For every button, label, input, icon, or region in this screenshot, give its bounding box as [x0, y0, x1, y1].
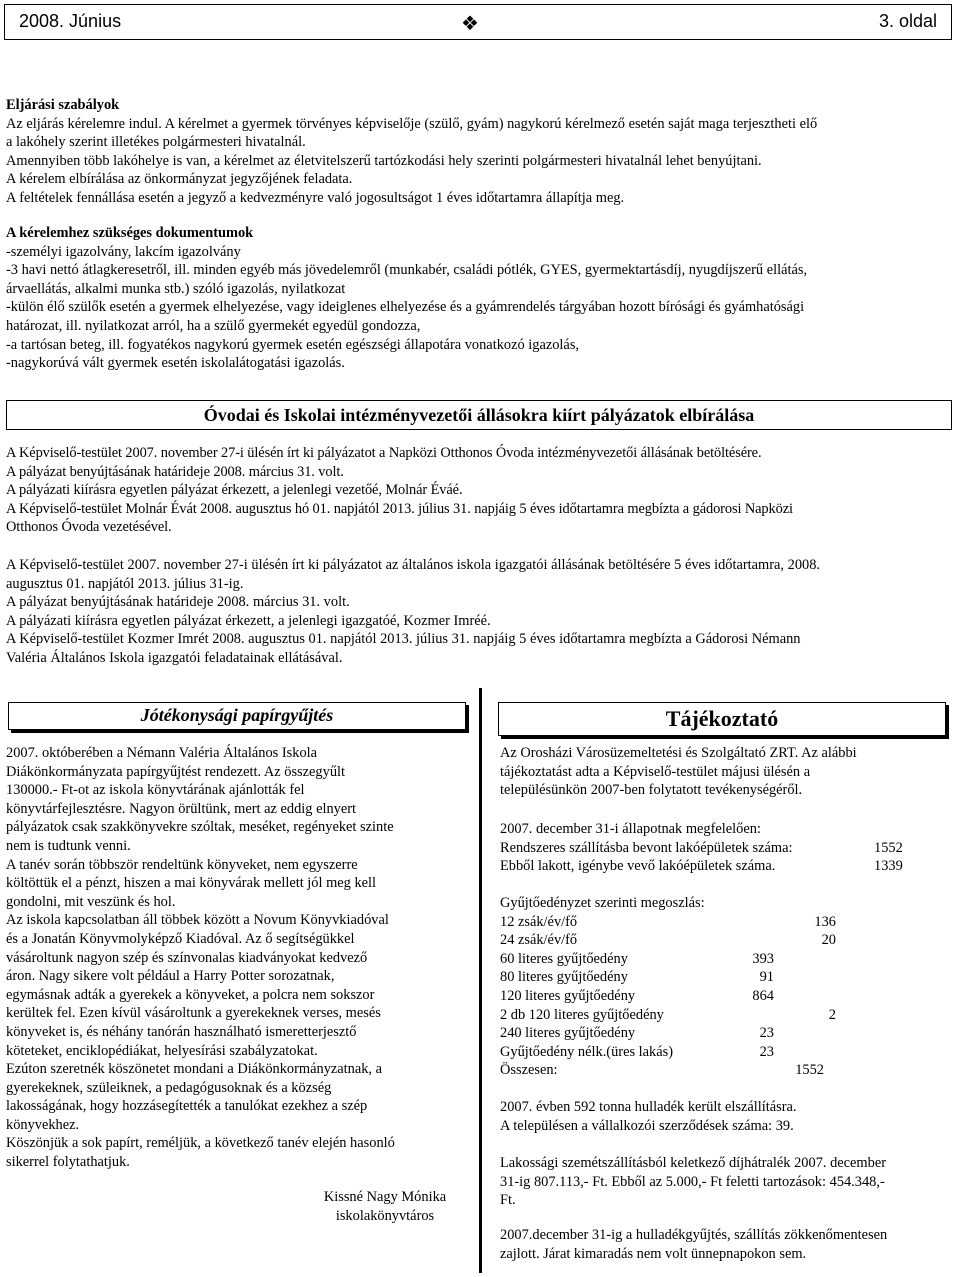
info-waste [500, 1098, 956, 1135]
tender-line: A Képviselő-testület 2007. november 27-i ülésén írt ki pályázatot az általános iskola igazgatói állásának betöltésére 5 éves időtartamra, 2008. [6, 557, 821, 573]
paper-title-box [8, 702, 466, 730]
status-value: 1552 [874, 839, 903, 856]
paper-line: Diákönkormányzata papírgyűjtést rendezett. Az összegyűlt [6, 763, 346, 780]
signature-name: Kissné Nagy Mónika [323, 1189, 447, 1205]
paper-line: sikerrel folytathatjuk. [6, 1154, 130, 1171]
info-line: 31-ig 807.113,- Ft. Ebből az 5.000,- Ft feletti tartozások: 454.348,- [500, 1173, 885, 1190]
status-label: Ebből lakott, igénybe vevő lakóépületek száma. [500, 858, 776, 875]
bins-label: 120 literes gyűjtőedény [500, 987, 636, 1004]
tender-line: Valéria Általános Iskola igazgatói feladatainak ellátásával. [6, 649, 343, 666]
bins-value: 91 [759, 969, 774, 986]
tender-line: A pályázat benyújtásának határideje 2008. március 31. volt. [6, 594, 350, 611]
status-title: 2007. december 31-i állapotnak megfelelően: [500, 821, 761, 837]
info-line: Lakossági szemétszállításból keletkező díjhátralék 2007. december [500, 1155, 887, 1171]
status-label: Rendszeres szállításba bevont lakóépületek száma: [500, 839, 793, 856]
bins-label: 24 zsák/év/fő [500, 932, 578, 949]
paper-line: kerültek fel. Ezen kívül vásároltunk a gyerekeknek verses, mesés [6, 1005, 381, 1022]
procedure-title: Eljárási szabályok [6, 97, 120, 113]
tenders-school [6, 556, 954, 668]
tender-line: A Képviselő-testület Kozmer Imrét 2008. augusztus 01. napjától 2013. július 31. napjáig 5 éves időtartamra megbízta a Gádorosi Némann [6, 631, 801, 648]
paper-line: könyvekhez. [6, 1116, 80, 1133]
paper-line: gyerekeknek, szüleiknek, a pedagógusoknak és a község [6, 1079, 332, 1096]
paper-line: köteteket, enciklopédiákat, helyesírási szabályzatokat. [6, 1042, 318, 1059]
bins-value: 136 [814, 913, 836, 930]
procedure-line: a lakóhely szerint illetékes polgármesteri hivatalnál. [6, 134, 306, 151]
bins-row [500, 931, 956, 950]
paper-article [6, 744, 472, 1172]
bins-label: 60 literes gyűjtőedény [500, 950, 628, 967]
bins-label: Gyűjtőedény nélk.(üres lakás) [500, 1043, 674, 1060]
documents-line: -személyi igazolvány, lakcím igazolvány [6, 243, 241, 260]
documents-line: -külön élő szülők esetén a gyermek elhelyezése, vagy ideiglenes elhelyezése és a gyámrendelés tárgyában hozott bírósági és gyámhatósági [6, 299, 805, 316]
tender-line: Otthonos Óvoda vezetésével. [6, 519, 172, 536]
bins-table [500, 894, 956, 1080]
paper-line: lakosságának, hogy hozzásegítették a tanulókat ezekhez a szép [6, 1098, 368, 1115]
signature [300, 1188, 470, 1225]
bins-label: 12 zsák/év/fő [500, 913, 578, 930]
info-intro [500, 744, 956, 800]
paper-line: költöttük el a pénzt, hiszen a mai könyvárak mellett jól meg kell [6, 875, 377, 892]
procedure-line: A kérelem elbírálása az önkormányzat jegyzőjének feladata. [6, 171, 353, 188]
bins-value: 20 [821, 932, 836, 949]
paper-line: és a Jonatán Könyvmolyképző Kiadóval. Az ő segítségükkel [6, 930, 355, 947]
bins-label: 240 literes gyűjtőedény [500, 1025, 636, 1042]
ornament-icon: ❖ [461, 11, 479, 35]
bins-row [500, 1061, 956, 1080]
paper-line: Köszönjük a sok papírt, reméljük, a következő tanév elején hasonló [6, 1135, 395, 1152]
bins-row [500, 1043, 956, 1062]
info-line: településünkön 2007-ben folytatott tevékenységéről. [500, 782, 803, 799]
procedure-section [6, 96, 954, 208]
documents-line: határozat, ill. nyilatkozat arról, ha a szülő gyermekét egyedül gondozza, [6, 317, 421, 334]
paper-line: A tanév során többször rendeltünk könyveket, nem egyszerre [6, 856, 358, 873]
paper-line: áron. Nagy sikere volt például a Harry Potter sorozatnak, [6, 968, 335, 985]
bins-row [500, 1024, 956, 1043]
paper-line: pályázatok csak szakkönyvekre szóltak, meséket, regényeket szinte [6, 819, 394, 836]
bins-row [500, 987, 956, 1006]
procedure-line: A feltételek fennállása esetén a jegyző a kedvezményre való jogosultságot 1 éves időtartamra állapítja meg. [6, 189, 625, 206]
tenders-banner [6, 400, 952, 430]
documents-line: -nagykorúvá vált gyermek esetén iskolalátogatási igazolás. [6, 355, 345, 372]
bins-label: 80 literes gyűjtőedény [500, 969, 628, 986]
paper-line: könyveket is, és néhány tanórán használható ismeretterjesztő [6, 1023, 357, 1040]
paper-line: könyvtárfejlesztésre. Nagyon örültünk, mert az eddig elnyert [6, 800, 357, 817]
tender-line: A Képviselő-testület Molnár Évát 2008. augusztus hó 01. napjától 2013. július 31. napjáig 5 éves időtartamra megbízta a gádorosi Napközi [6, 500, 793, 517]
bins-row [500, 913, 956, 932]
tender-line: A pályázati kiírásra egyetlen pályázat érkezett, a jelenlegi igazgatóé, Kozmer Imréé. [6, 612, 491, 629]
signature-role: iskolakönyvtáros [335, 1207, 435, 1224]
paper-title: Jótékonysági papírgyűjtés [140, 705, 334, 725]
page-header [4, 4, 952, 40]
tender-line: A pályázat benyújtásának határideje 2008. március 31. volt. [6, 463, 344, 480]
bins-label: 2 db 120 literes gyűjtőedény [500, 1006, 664, 1023]
tender-line: A pályázati kiírásra egyetlen pályázat érkezett, a jelenlegi vezetőé, Molnár Éváé. [6, 482, 463, 499]
bins-value: 23 [759, 1043, 774, 1060]
procedure-line: Amennyiben több lakóhelye is van, a kérelmet az életvitelszerű tartózkodási hely szerinti polgármesteri hivatalnál lehet benyújtani. [6, 152, 762, 169]
documents-section [6, 224, 954, 373]
bins-value: 393 [752, 950, 774, 967]
info-title: Tájékoztató [665, 706, 779, 731]
paper-line: nem is tudtunk venni. [6, 837, 131, 854]
info-status [500, 820, 956, 876]
paper-line: egymásnak adták a gyerekek a könyveket, a polcra nem sokszor [6, 986, 375, 1003]
tenders-title: Óvodai és Iskolai intézményvezetői állásokra kiírt pályázatok elbírálása [203, 405, 755, 425]
info-debt [500, 1154, 956, 1210]
documents-title: A kérelemhez szükséges dokumentumok [6, 225, 254, 241]
info-line: Ft. [500, 1192, 516, 1209]
bins-label: Összesen: [500, 1062, 558, 1079]
bins-row [500, 950, 956, 969]
bins-value: 1552 [795, 1062, 824, 1079]
paper-line: Az iskola kapcsolatban áll többek között a Novum Könyvkiadóval [6, 912, 389, 929]
bins-title: Gyűjtőedényzet szerinti megoszlás: [500, 895, 705, 911]
info-line: Az Orosházi Városüzemeltetési és Szolgáltató ZRT. Az alábbi [500, 745, 857, 761]
tender-line: A Képviselő-testület 2007. november 27-i ülésén írt ki pályázatot a Napközi Otthonos Óvoda intézményvezetői állásának betöltésére. [6, 445, 762, 461]
paper-line: Ezúton szeretnék köszönetet mondani a Diákönkormányzatnak, a [6, 1061, 383, 1078]
bins-value: 2 [828, 1006, 836, 1023]
paper-line: 2007. októberében a Némann Valéria Általános Iskola [6, 745, 318, 761]
tender-line: augusztus 01. napjától 2013. július 31-ig. [6, 575, 244, 592]
paper-line: vásároltunk nagyon szép és színvonalas kiadványokat kedvező [6, 949, 368, 966]
bins-value: 864 [752, 987, 774, 1004]
bins-value: 23 [759, 1025, 774, 1042]
issue-date: 2008. Június [19, 11, 122, 31]
tenders-kindergarten [6, 444, 954, 537]
info-line: zajlott. Járat kimaradás nem volt ünnepnapokon sem. [500, 1245, 807, 1262]
status-row [500, 839, 956, 858]
info-line: tájékoztatást adta a Képviselő-testület májusi ülésén a [500, 763, 811, 780]
status-value: 1339 [874, 858, 903, 875]
info-title-box [498, 702, 946, 736]
page-number: 3. oldal [878, 11, 937, 31]
column-divider [479, 688, 482, 1273]
info-closing [500, 1226, 956, 1263]
info-line: 2007. évben 592 tonna hulladék került elszállításra. [500, 1099, 797, 1115]
info-line: 2007.december 31-ig a hulladékgyűjtés, szállítás zökkenőmentesen [500, 1227, 888, 1243]
procedure-line: Az eljárás kérelemre indul. A kérelmet a gyermek törvényes képviselője (szülő, gyám) nagykorú kérelmező esetén saját maga terjesztheti elő [6, 115, 818, 132]
documents-line: árvaellátás, alkalmi munka stb.) szóló igazolás, nyilatkozat [6, 280, 346, 297]
paper-line: 130000.- Ft-ot az iskola könyvtárának ajánlották fel [6, 782, 305, 799]
info-line: A településen a vállalkozói szerződések száma: 39. [500, 1117, 794, 1134]
documents-line: -3 havi nettó átlagkeresetről, ill. minden egyéb más jövedelemről (munkabér, családi pótlék, GYES, gyermektartásdíj, nyugdíjszerű ellátás, [6, 262, 808, 279]
documents-line: -a tartósan beteg, ill. fogyatékos nagykorú gyermek esetén egészségi állapotára vonatkozó igazolás, [6, 336, 580, 353]
status-row [500, 857, 956, 876]
bins-row [500, 1006, 956, 1025]
bins-row [500, 968, 956, 987]
paper-line: gondolni, mit veszünk és hol. [6, 893, 176, 910]
